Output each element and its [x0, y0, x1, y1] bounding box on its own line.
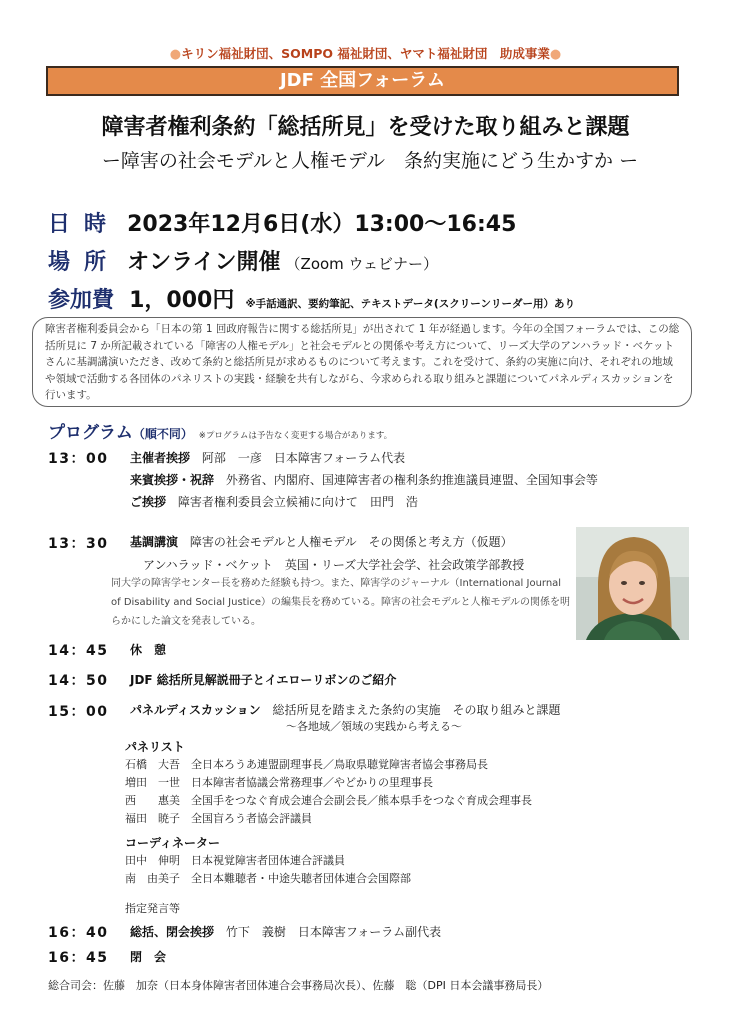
date-value: 2023年12月6日(水）13:00〜16:45 [127, 212, 517, 237]
panelist-item: 福田 暁子 全国盲ろう者協会評議員 [125, 812, 312, 825]
coordinator-item: 南 由美子 全日本難聴者・中途失聴者団体連合会国際部 [125, 872, 411, 885]
panel-discussion [130, 701, 561, 718]
closing-label-end: 閉 会 [130, 950, 167, 964]
break-label: 休 憩 [130, 643, 167, 657]
place-row [48, 245, 438, 276]
booklet-intro: JDF 総括所見解説冊子とイエローリボンのご紹介 [130, 673, 397, 687]
bullet-icon: ● [169, 47, 182, 62]
sponsor-text: キリン福祉財団、SOMPO 福祉財団、ヤマト福祉財団 助成事業 [181, 46, 550, 61]
program-title: プログラム [48, 423, 133, 443]
portrait-image [576, 527, 689, 640]
greeting-label: ご挨拶 [130, 495, 167, 509]
keynote [130, 533, 513, 550]
guest-text: 外務省、内閣府、国連障害者の権利条約推進議員連盟、全国知事会等 [225, 473, 598, 487]
fee-label: 参加費 [48, 288, 115, 313]
program-order: （順不同） [132, 427, 193, 441]
opening-remarks [130, 449, 405, 466]
coordinators-heading: コーディネーター [125, 836, 221, 850]
intro-box: 障害者権利委員会から「日本の第 1 回政府報告に関する総括所見」が出されて 1 年が経過します。今年の全国フォーラムでは、この総括所見に 7 か所記載されている「障害の人権モデル」と社会モデルとの関係や考え方について、リーズ大学のアンハラッド・ベケットさんに基調講演いただき、改めて条約と総括所見が求めるものについて考えます。これを受けて、条約の実施に向け、それぞれの地域や領域で活動する各団体のパネリストの実践・経験を共有しながら、今求められる取り組みと課題についてパネルディスカッションを行います。 [32, 317, 692, 407]
keynote-title: 障害の社会モデルと人権モデル その関係と考え方（仮題） [189, 535, 513, 549]
sponsor-line [0, 44, 731, 62]
place-value: オンライン開催 [127, 250, 281, 275]
panel-subtitle: 〜各地域／領域の実践から考える〜 [286, 720, 462, 733]
keynote-label: 基調講演 [130, 535, 179, 549]
page-title: 障害者権利条約「総括所見」を受けた取り組みと課題 [101, 115, 630, 140]
event-banner: JDF 全国フォーラム [46, 66, 679, 96]
time-1640: 16：40 [48, 925, 109, 941]
coordinator-item: 田中 伸明 日本視覚障害者団体連合評議員 [125, 854, 345, 867]
closing-label: 総括、閉会挨拶 [130, 925, 215, 939]
opening-text: 阿部 一彦 日本障害フォーラム代表 [201, 451, 406, 465]
place-note: （Zoom ウェビナー） [285, 255, 438, 273]
closing-remarks [130, 923, 441, 940]
keynote-bio: 同大学の障害学センター長を務めた経験も持つ。また、障害学のジャーナル（International Journal of Disability and Social Justice）の編集長を務めている。障害の社会モデルと人権モデルの関係を明らかにした論文を発表している。 [111, 578, 570, 627]
guest-remarks [130, 471, 598, 488]
panelist-item: 西 惠美 全国手をつなぐ育成会連合会副会長／熊本県手をつなぐ育成会理事長 [125, 794, 532, 807]
panelist-item: 増田 一世 日本障害者協議会常務理事／やどかりの里理事長 [125, 776, 433, 789]
panel-title: 総括所見を踏まえた条約の実施 その取り組みと課題 [272, 703, 561, 717]
time-1300: 13：00 [48, 451, 109, 467]
panelists-heading: パネリスト [125, 740, 185, 754]
guest-label: 来賓挨拶・祝辞 [130, 473, 215, 487]
fee-row [48, 283, 575, 314]
fee-note: ※手話通訳、要約筆記、テキストデータ(スクリーンリーダー用）あり [245, 298, 576, 310]
greeting [130, 493, 418, 510]
panelist-item: 石橋 大吾 全日本ろうあ連盟副理事長／鳥取県聴覚障害者協会事務局長 [125, 758, 488, 771]
opening-label: 主催者挨拶 [130, 451, 191, 465]
master-of-ceremonies: 総合司会：佐藤 加奈（日本身体障害者団体連合会事務局次長）、佐藤 聡（DPI 日本会議事務局長） [48, 979, 549, 992]
date-row [48, 207, 516, 238]
time-1645: 16：45 [48, 950, 109, 966]
keynote-speaker: アンハラッド・ベケット 英国・リーズ大学社会学、社会政策学部教授 [143, 558, 525, 572]
program-note: ※プログラムは予告なく変更する場合があります。 [198, 431, 393, 441]
program-heading [48, 418, 392, 443]
date-label: 日時 [48, 212, 121, 237]
greeting-text: 障害者権利委員会立候補に向けて 田門 浩 [177, 495, 418, 509]
speaker-photo [576, 527, 689, 640]
panel-label: パネルディスカッション [130, 703, 261, 717]
place-label: 場所 [48, 250, 121, 275]
time-1330: 13：30 [48, 536, 109, 552]
fee-value: 1，000円 [129, 288, 235, 313]
time-1450: 14：50 [48, 673, 109, 689]
time-1500: 15：00 [48, 704, 109, 720]
designated-remarks: 指定発言等 [125, 902, 180, 915]
page-subtitle: ー障害の社会モデルと人権モデル 条約実施にどう生かすか ー [101, 150, 639, 172]
bullet-icon: ● [549, 47, 562, 62]
closing-text: 竹下 義樹 日本障害フォーラム副代表 [225, 925, 442, 939]
time-1445: 14：45 [48, 643, 109, 659]
